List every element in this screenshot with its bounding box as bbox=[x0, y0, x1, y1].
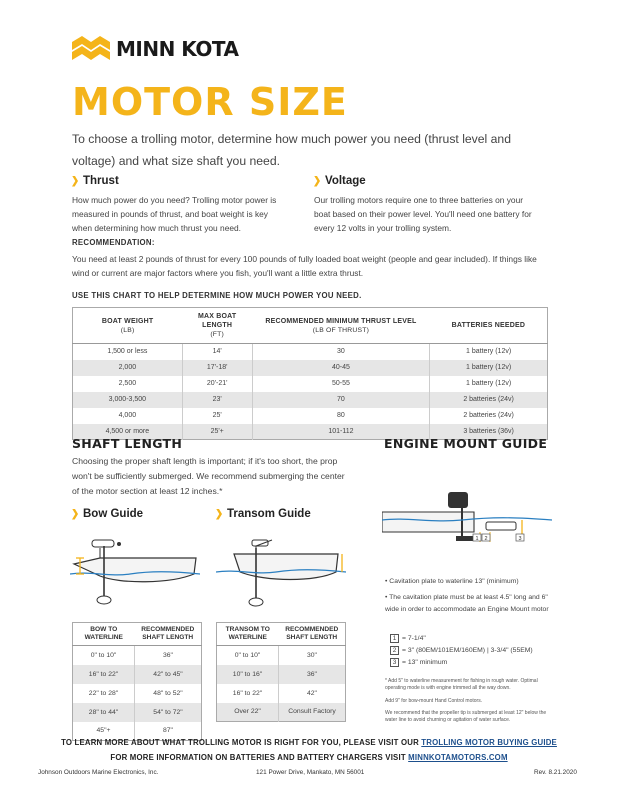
table-cell: 3,000-3,500 bbox=[73, 392, 183, 408]
table-cell: 20'-21' bbox=[182, 376, 252, 392]
column-header: RECOMMENDED SHAFT LENGTH bbox=[135, 623, 202, 646]
legend-text: = 3" (80EM/101EM/160EM) | 3-3/4" (55EM) bbox=[402, 647, 533, 654]
shaft-length-heading: SHAFT LENGTH bbox=[72, 436, 183, 451]
column-header: BATTERIES NEEDED bbox=[430, 308, 548, 344]
brand-logo bbox=[72, 34, 238, 64]
table-cell: 80 bbox=[252, 408, 430, 424]
table-cell: 0" to 10" bbox=[90, 651, 117, 659]
footnote: Add 9" for bow-mount Hand Control motors. bbox=[385, 698, 483, 704]
table-cell: 50-55 bbox=[252, 376, 430, 392]
table-row bbox=[73, 360, 548, 376]
table-cell: 2 batteries (24v) bbox=[430, 392, 548, 408]
chevron-right-icon bbox=[314, 176, 320, 187]
shaft-length-text: Choosing the proper shaft length is important; if it's too short, the prop won't be sufficiently submerged. We recommend submerging the center of the motor section at least 12 inches.* bbox=[72, 456, 345, 496]
table-cell: 25' bbox=[182, 408, 252, 424]
chevron-right-icon bbox=[72, 509, 78, 520]
table-row bbox=[73, 408, 548, 424]
voltage-heading bbox=[314, 175, 366, 187]
table-cell: 0" to 10" bbox=[234, 651, 261, 659]
table-cell: 40-45 bbox=[252, 360, 430, 376]
table-cell: 2 batteries (24v) bbox=[430, 408, 548, 424]
table-cell: 17'-18' bbox=[182, 360, 252, 376]
table-row bbox=[217, 646, 346, 665]
thrust-table bbox=[72, 307, 548, 440]
table-row bbox=[217, 665, 346, 684]
table-row bbox=[73, 344, 548, 360]
recommendation-text: You need at least 2 pounds of thrust for every 100 pounds of fully loaded boat weight (people and gear included). If things like wind or current are major factors where you fish, you'll want a little extra thrust. bbox=[72, 254, 537, 278]
table-row bbox=[217, 703, 346, 722]
table-cell: 42" bbox=[279, 684, 346, 703]
legend-text: = 7-1/4" bbox=[402, 635, 426, 642]
table-cell: 1 battery (12v) bbox=[430, 376, 548, 392]
footnote: We recommend that the propeller tip is submerged at least 12" below the water line to avoid churning or agitation of water surface. bbox=[385, 710, 547, 723]
intro-text: To choose a trolling motor, determine how much power you need (thrust level and voltage) and what size shaft you need. bbox=[72, 132, 511, 168]
thrust-heading bbox=[72, 175, 119, 187]
voltage-heading-label: Voltage bbox=[325, 175, 366, 187]
table-cell: Over 22" bbox=[217, 703, 279, 722]
marker-2-label: 2 bbox=[484, 536, 488, 542]
table-cell: 42" to 45" bbox=[135, 665, 202, 684]
company-name: Johnson Outdoors Marine Electronics, Inc. bbox=[38, 769, 159, 776]
marker-3-label: 3 bbox=[518, 536, 522, 542]
revision-date: Rev. 8.21.2020 bbox=[534, 769, 577, 776]
legend-item bbox=[390, 658, 570, 667]
legend-item bbox=[390, 634, 570, 643]
table-cell: 2,000 bbox=[73, 360, 183, 376]
table-row bbox=[73, 392, 548, 408]
table-cell: 3 batteries (36v) bbox=[430, 424, 548, 440]
table-cell: 16" to 22" bbox=[73, 665, 135, 684]
table-cell: 1,500 or less bbox=[107, 348, 148, 356]
column-header: BOW TO WATERLINE bbox=[73, 623, 135, 646]
table-cell: 30" bbox=[279, 646, 346, 665]
table-cell: 87" bbox=[135, 722, 202, 741]
table-row bbox=[73, 703, 202, 722]
table-row bbox=[73, 646, 202, 665]
table-cell: 4,000 bbox=[118, 412, 137, 419]
table-cell: 30 bbox=[252, 344, 430, 360]
transom-mount-boat-illustration bbox=[216, 528, 346, 612]
table-cell: 2,500 bbox=[118, 380, 137, 387]
bullet-item: • The cavitation plate must be at least 4.5" long and 6" wide in order to accommodate an Engine Mount motor bbox=[385, 594, 549, 613]
buying-guide-link[interactable]: TROLLING MOTOR BUYING GUIDE bbox=[421, 738, 557, 747]
table-cell: 28" to 44" bbox=[73, 703, 135, 722]
bow-guide-heading-label: Bow Guide bbox=[83, 508, 144, 520]
table-cell: 10" to 16" bbox=[217, 665, 279, 684]
footer-text: FOR MORE INFORMATION ON BATTERIES AND BATTERY CHARGERS VISIT bbox=[110, 753, 409, 762]
thrust-text: How much power do you need? Trolling motor power is measured in pounds of thrust, and boat weight is key when determining how much thrust you need. bbox=[72, 195, 277, 233]
column-header: BOAT WEIGHT (LB) bbox=[73, 308, 183, 344]
bow-guide-heading bbox=[72, 508, 143, 520]
transom-guide-heading bbox=[216, 508, 311, 520]
table-row bbox=[73, 665, 202, 684]
table-row bbox=[73, 684, 202, 703]
website-link[interactable]: MINNKOTAMOTORS.COM bbox=[408, 753, 508, 762]
thrust-heading-label: Thrust bbox=[83, 175, 119, 187]
table-cell: 14' bbox=[182, 344, 252, 360]
engine-mount-bullets bbox=[385, 576, 555, 620]
voltage-text: Our trolling motors require one to three batteries on your boat based on their power level. You'll need one battery for every 12 volts in your trolling system. bbox=[314, 195, 532, 233]
column-header: MAX BOAT LENGTH (FT) bbox=[182, 308, 252, 344]
table-cell: 45"+ bbox=[96, 727, 111, 735]
table-cell: 1 battery (12v) bbox=[430, 360, 548, 376]
footer-line-1 bbox=[0, 738, 618, 747]
chevron-right-icon bbox=[216, 509, 222, 520]
footnote: * Add 5" to waterline measurement for fishing in rough water. Optimal operating mode is with engine trimmed all the way down. bbox=[385, 678, 538, 691]
legend-number: 2 bbox=[390, 646, 399, 655]
chart-label: USE THIS CHART TO HELP DETERMINE HOW MUCH POWER YOU NEED. bbox=[72, 291, 362, 300]
table-cell: 25'+ bbox=[182, 424, 252, 440]
brand-name: MINN KOTA bbox=[116, 37, 239, 61]
column-header: TRANSOM TO WATERLINE bbox=[217, 623, 279, 646]
table-cell: Consult Factory bbox=[279, 703, 346, 722]
table-cell: 70 bbox=[252, 392, 430, 408]
table-cell: 48" to 52" bbox=[135, 684, 202, 703]
table-cell: 4,500 or more bbox=[73, 424, 183, 440]
page-title: MOTOR SIZE bbox=[72, 80, 348, 124]
table-cell: 22" to 28" bbox=[88, 689, 119, 697]
legend-item bbox=[390, 646, 570, 655]
table-cell: 101-112 bbox=[252, 424, 430, 440]
engine-mount-heading: ENGINE MOUNT GUIDE bbox=[384, 436, 548, 451]
transom-guide-heading-label: Transom Guide bbox=[227, 508, 311, 520]
table-cell: 36" bbox=[135, 646, 202, 665]
table-cell: 54" to 72" bbox=[135, 703, 202, 722]
column-header: RECOMMENDED SHAFT LENGTH bbox=[279, 623, 346, 646]
legend-number: 3 bbox=[390, 658, 399, 667]
table-cell: 36" bbox=[279, 665, 346, 684]
marker-1-label: 1 bbox=[475, 536, 479, 542]
bow-guide-table bbox=[72, 622, 202, 741]
legend-number: 1 bbox=[390, 634, 399, 643]
bullet-item: • Cavitation plate to waterline 13" (minimum) bbox=[385, 578, 519, 585]
table-cell: 16" to 22" bbox=[232, 689, 263, 697]
transom-guide-table bbox=[216, 622, 346, 722]
footer-text: TO LEARN MORE ABOUT WHAT TROLLING MOTOR IS RIGHT FOR YOU, PLEASE VISIT OUR bbox=[61, 738, 422, 747]
table-row bbox=[73, 376, 548, 392]
company-address: 121 Power Drive, Mankato, MN 56001 bbox=[256, 769, 365, 776]
table-cell: 23' bbox=[182, 392, 252, 408]
chevron-right-icon bbox=[72, 176, 78, 187]
engine-mount-illustration bbox=[382, 488, 552, 568]
table-row bbox=[217, 684, 346, 703]
column-header: RECOMMENDED MINIMUM THRUST LEVEL (LB OF THRUST) bbox=[252, 308, 430, 344]
table-cell: 1 battery (12v) bbox=[430, 344, 548, 360]
bow-mount-boat-illustration bbox=[70, 528, 200, 612]
footer-line-2 bbox=[0, 753, 618, 762]
recommendation-label: RECOMMENDATION: bbox=[72, 238, 155, 247]
legend-text: = 13" minimum bbox=[402, 659, 448, 666]
minn-kota-logo-icon bbox=[72, 36, 110, 62]
